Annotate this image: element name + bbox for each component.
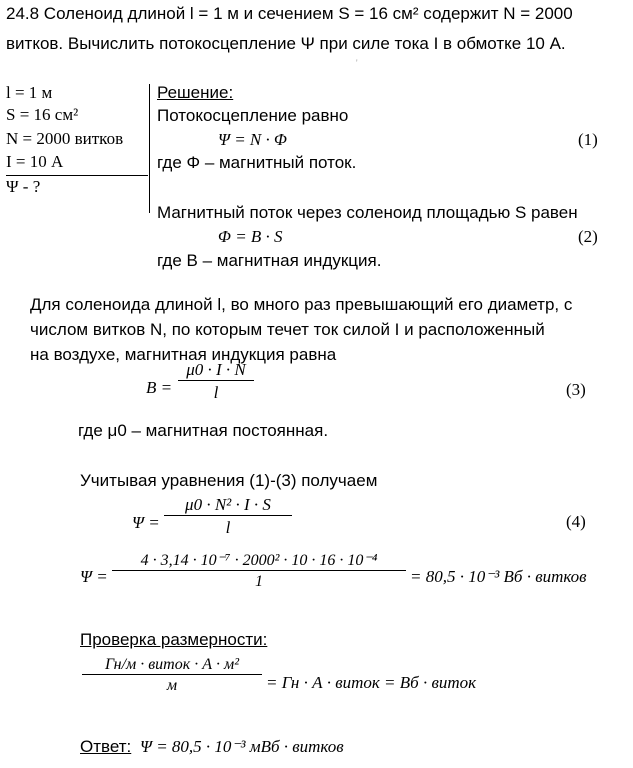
equation-4-number: (4) [566,512,586,531]
equation-3-fraction [178,360,254,403]
given-divider [6,175,148,176]
equation-1-number: (1) [578,130,598,149]
problem-line-2: витков. Вычислить потокосцепление Ψ при силе тока I в обмотке 10 А. [6,34,566,53]
cursor-mark: ' [356,58,358,68]
given-find: Ψ - ? [6,177,41,196]
solution-p4: где B – магнитная индукция. [157,251,382,270]
check-heading: Проверка размерности: [80,630,268,649]
calc-rhs: = 80,5 · 10⁻³ Вб · витков [410,567,587,586]
solution-p3: Магнитный поток через соленоид площадью S равен [157,203,578,222]
paragraph-line-3: на воздухе, магнитная индукция равна [30,345,337,364]
given-N: N = 2000 витков [6,129,124,148]
solution-p1: Потокосцепление равно [157,106,349,125]
equation-4-fraction [164,495,292,538]
calc-fraction [112,550,406,591]
equation-1: Ψ = N · Φ [218,130,287,149]
given-l: l = 1 м [6,83,53,102]
given-S: S = 16 см² [6,105,79,124]
check-rhs: = Гн · А · виток = Вб · виток [266,673,477,692]
equation-4-numerator: μ0 · N² · I · S [185,495,271,514]
paragraph-line-1: Для соленоида длиной l, во много раз превышающий его диаметр, с [30,295,573,314]
problem-line-1: 24.8 Соленоид длиной l = 1 м и сечением S = 16 см² содержит N = 2000 [6,4,573,23]
mu-note: где μ0 – магнитная постоянная. [78,421,329,440]
solution-p2: где Φ – магнитный поток. [157,153,357,172]
equation-3-number: (3) [566,380,586,399]
equation-4-denominator: l [225,518,231,537]
check-numerator: Гн/м · виток · А · м² [105,656,239,673]
solution-heading: Решение: [157,83,234,102]
equation-2-number: (2) [578,227,598,246]
answer-label: Ответ: [80,737,132,756]
calc-denominator: 1 [255,573,263,590]
equation-3-lhs: B = [146,378,173,397]
equation-3-denominator: l [213,383,219,402]
equation-2: Φ = B · S [218,227,283,246]
given-vertical-line [149,84,150,213]
check-denominator: м [166,677,178,694]
combine-text: Учитывая уравнения (1)-(3) получаем [80,471,378,490]
paragraph-line-2: числом витков N, по которым течет ток силой I и расположенный [30,320,545,339]
calc-numerator: 4 · 3,14 · 10⁻⁷ · 2000² · 10 · 16 · 10⁻⁴ [140,552,378,569]
check-fraction [82,656,262,695]
given-I: I = 10 А [6,152,64,171]
calc-lhs: Ψ = [80,567,108,586]
answer-value: Ψ = 80,5 · 10⁻³ мВб · витков [140,737,344,756]
equation-4-lhs: Ψ = [132,513,160,532]
equation-3-numerator: μ0 · I · N [186,360,246,379]
